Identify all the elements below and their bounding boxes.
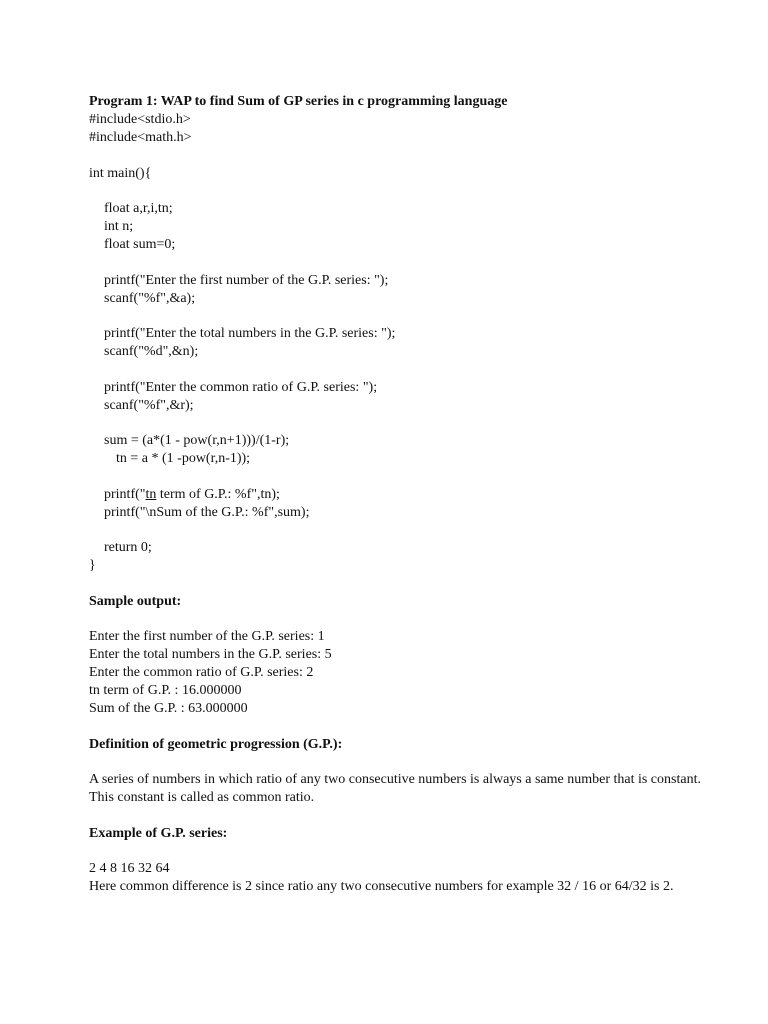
sample-output-line: Enter the common ratio of G.P. series: 2: [89, 665, 314, 680]
example-heading: Example of G.P. series:: [89, 825, 228, 841]
code-scanf-total: scanf("%d",&n);: [104, 344, 199, 359]
sample-output-line: Enter the total numbers in the G.P. series: 5: [89, 647, 332, 662]
code-printf-tn: [89, 486, 729, 504]
code-scanf-first: scanf("%f",&a);: [104, 290, 196, 306]
code-printf-ratio: printf("Enter the common ratio of G.P. series: ");: [104, 379, 378, 395]
code-printf-sum: printf("\nSum of the G.P.: %f",sum);: [104, 504, 310, 520]
code-decl-sum: float sum=0;: [104, 237, 176, 252]
definition-heading: Definition of geometric progression (G.P.):: [89, 736, 343, 752]
sample-output-line: Enter the first number of the G.P. series: 1: [89, 629, 325, 644]
sample-output-heading: Sample output:: [89, 593, 182, 609]
document-page: [89, 93, 729, 896]
definition-text: A series of numbers in which ratio of any two consecutive numbers is always a same number that is constant. This constant is called as common ratio.: [89, 772, 701, 805]
example-series: 2 4 8 16 32 64: [89, 861, 170, 876]
code-main-open: int main(){: [89, 165, 152, 181]
code-printf-total: printf("Enter the total numbers in the G.P. series: ");: [104, 326, 396, 341]
code-printf-first: printf("Enter the first number of the G.P. series: ");: [104, 272, 389, 288]
code-tn-expression: tn = a * (1 -pow(r,n-1));: [116, 451, 251, 466]
code-include-stdio: #include<stdio.h>: [89, 112, 191, 127]
code-sum-expression: sum = (a*(1 - pow(r,n+1)))/(1-r);: [104, 433, 290, 448]
sample-output-line: Sum of the G.P. : 63.000000: [89, 701, 248, 716]
code-decl-int: int n;: [104, 219, 134, 234]
code-include-math: #include<math.h>: [89, 130, 192, 145]
example-text: Here common difference is 2 since ratio any two consecutive numbers for example 32 / 16 or 64/32 is 2.: [89, 879, 674, 894]
code-printf-tn-var: tn: [145, 486, 157, 502]
code-printf-tn-prefix: printf(": [104, 486, 146, 502]
code-main-close: }: [89, 558, 96, 573]
sample-output-line: tn term of G.P. : 16.000000: [89, 683, 242, 698]
code-scanf-ratio: scanf("%f",&r);: [104, 397, 194, 413]
program-title: Program 1: WAP to find Sum of GP series in c programming language: [89, 94, 508, 109]
code-printf-tn-suffix: term of G.P.: %f",tn);: [156, 486, 280, 502]
code-decl-floats: float a,r,i,tn;: [104, 201, 173, 216]
code-return: return 0;: [104, 540, 152, 555]
